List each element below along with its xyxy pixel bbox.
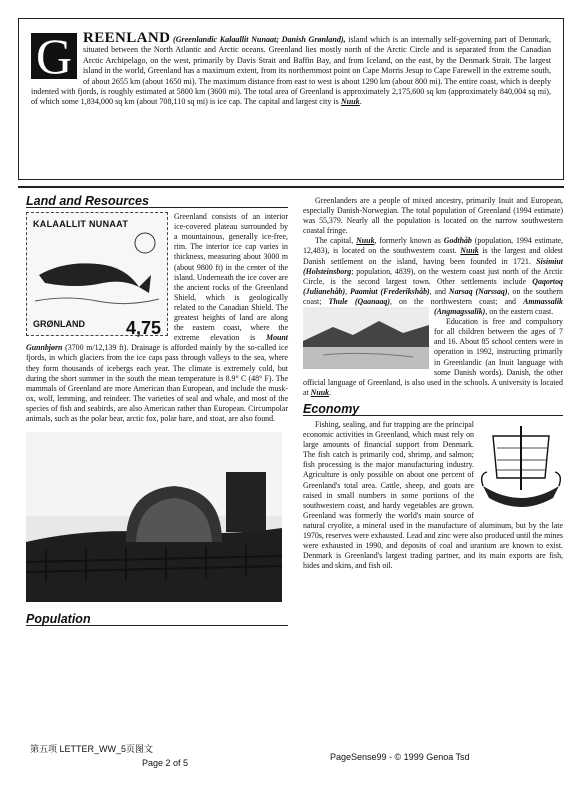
nuuk-link-3[interactable]: Nuuk (310, 387, 330, 397)
footer-filename: 第五项 LETTER_WW_5页图文 (30, 744, 154, 754)
population-heading: Population (26, 614, 288, 626)
section-divider (18, 186, 564, 188)
stamp-value: 4,75 (125, 318, 161, 338)
viking-ship-illustration (479, 420, 563, 516)
people-paragraph-2: The capital, Nuuk, formerly known as Godthåb (population, 1994 estimate, 12,483), is located on the southwestern coast. Nuuk is the largest and oldest Danish settlement on the island, having been founded in 1721. Sisimiut (Holsteinsborg; population, 4839), on the western coast just north of the Arctic Circle, is the second largest town. Other settlements include Qaqortoq (Julianehåb), Paamiut (Frederikshåb), and Narsaq (Narssaq), on the southern coast; Thule (Qaanaaq), on the northwestern coast; and Ammassalik (Angmagssalik), on the eastern coast. (303, 236, 563, 317)
intro-text: island which is an internally self-governing part of Denmark, situated between the North Atlantic and Arctic oceans. Greenland lies mostly north of the Arctic Circle and is separated from the Canadian Arctic Archipelago, on the west, primarily by Davis Strait and Baffin Bay, and from Iceland, on the east, by the Denmark Strait. The largest island in the world, Greenland has a maximum extent, from its northernmost point on Cape Morris Jesup to Cape Farewell in the extreme south, of about 2655 km (about 1650 mi). The maximum distance from east to west is about 1290 km (about 800 mi). The entire coast, which is deeply indented with fjords, is roughly estimated at 5800 km (3600 mi). The total area of Greenland is approximately 2,175,600 sq km (approximately 840,004 sq mi), of which some 1,834,000 sq km (about 708,110 sq mi) is ice cap. The capital and largest city is (31, 35, 551, 107)
country-alt-names: (Greenlandic Kalaallit Nunaat; Danish Grønland), (173, 35, 346, 44)
stamp-bottom-text: GRØNLAND (33, 319, 85, 329)
stamp-top-text: KALAALLIT NUNAAT (33, 219, 129, 230)
economy-text: Fishing, sealing, and fur trapping are the principal economic activities in Greenland, which must rely on large amounts of financial support from Denmark. The fish catch is primarily cod, shrimp, and salmon; fish processing is the major manufacturing industry. Agriculture is only possible on about one percent of Greenland's total area. Cattle, sheep, and goats are raised in small numbers in some portions of the southwestern coast, and hardy vegetables are grown. Greenland was formerly the world's main source of natural cryolite, a mineral used in the manufacture of aluminum, but by the late 1970s, reserves were exhausted. Lead and zinc were also produced until the mines were exhausted in 1990, and deposits of coal and uranium are known to exist. Denmark is Greenland's largest trading partner, and its main exports are fish, hides and skins, and fish oil. (303, 419, 563, 571)
nuuk-link-2[interactable]: Nuuk (460, 246, 479, 256)
left-column (26, 196, 288, 630)
people-paragraph-1: Greenlanders are a people of mixed ancestry, primarily Inuit and European, especially Danish-Norwegian. The total population of Greenland (1994 estimate) was 55,379. Nearly all the population is located on the narrow southwestern coastal fringe. (303, 196, 563, 236)
land-text: Greenland consists of an interior ice-covered plateau surrounded by a mountainous, generally ice-free, rim. The interior ice cap varies in thickness, measuring about 3000 m (about 9800 ft) in the center of the island. Underneath the ice cover are the ancient rocks of the Greenland Shield, which is geologically related to the Canadian Shield. The greatest heights of land are along the eastern coast, where the extreme elevation is Mount Gunnbjørn (3700 m/12,139 ft). Drainage is afforded mainly by the so-called ice fjords, in which glaciers from the ice caps pass through valleys to the sea, where they form thousands of icebergs each year. The climate is extremely cold, but during the short summer in the south the mean temperature is 8.9° C (48° F). The mammals of Greenland are more American than European, and include the musk-ox, wolf, lemming, and reindeer. The varieties of seal and whale, and most of the species of fish and seabirds, are also American rather than European. Circumpolar animals, such as the polar bear, arctic fox, polar hare, and stoat, are also found. (26, 212, 288, 423)
economy-heading: Economy (303, 404, 563, 416)
dropcap: G (31, 33, 77, 79)
right-column (303, 196, 563, 571)
whale-illustration (27, 213, 167, 338)
land-resources-heading: Land and Resources (26, 196, 288, 208)
stamp-image (26, 212, 168, 336)
country-name: REENLAND (83, 30, 171, 46)
iceberg-photo (303, 307, 429, 369)
farm-photo (26, 432, 282, 602)
education-paragraph: Education is free and compulsory for all children between the ages of 7 and 16. About 85 school centers were in operation in 1992, instructing primarily in Greenlandic (an Inuit language with some Danish words). Danish, the other official language of Greenland, is also used in the schools. A university is located at Nuuk. (303, 317, 563, 397)
footer-copyright: PageSense99 - © 1999 Genoa Tsd (330, 752, 470, 762)
nuuk-link[interactable]: Nuuk (356, 236, 375, 246)
capital-link[interactable]: Nuuk (340, 97, 360, 107)
intro-box: G REENLAND (Greenlandic Kalaallit Nunaat; Danish Grønland), island which is an internally self-governing part of Denmark, situated between the North Atlantic and Arctic oceans. Greenland lies mostly north of the Arctic Circle and is separated from the Canadian Arctic Archipelago, on the west, primarily by Davis Strait and Baffin Bay, and from Iceland, on the east, by the Denmark Strait. The largest island in the world, Greenland has a maximum extent, from its northernmost point on Cape Morris Jesup to Cape Farewell in the extreme south, of about 2655 km (about 1650 mi). The maximum distance from east to west is about 1290 km (about 800 mi). The entire coast, which is deeply indented with fjords, is roughly estimated at 5800 km (3600 mi). The total area of Greenland is approximately 2,175,600 sq km (approximately 840,004 sq mi), of which some 1,834,000 sq km (about 708,110 sq mi) is ice cap. The capital and largest city is Nuuk. (18, 18, 564, 180)
footer-page-number: Page 2 of 5 (142, 758, 189, 768)
mount-gunnbjorn: Mount Gunnbjørn (26, 333, 288, 353)
